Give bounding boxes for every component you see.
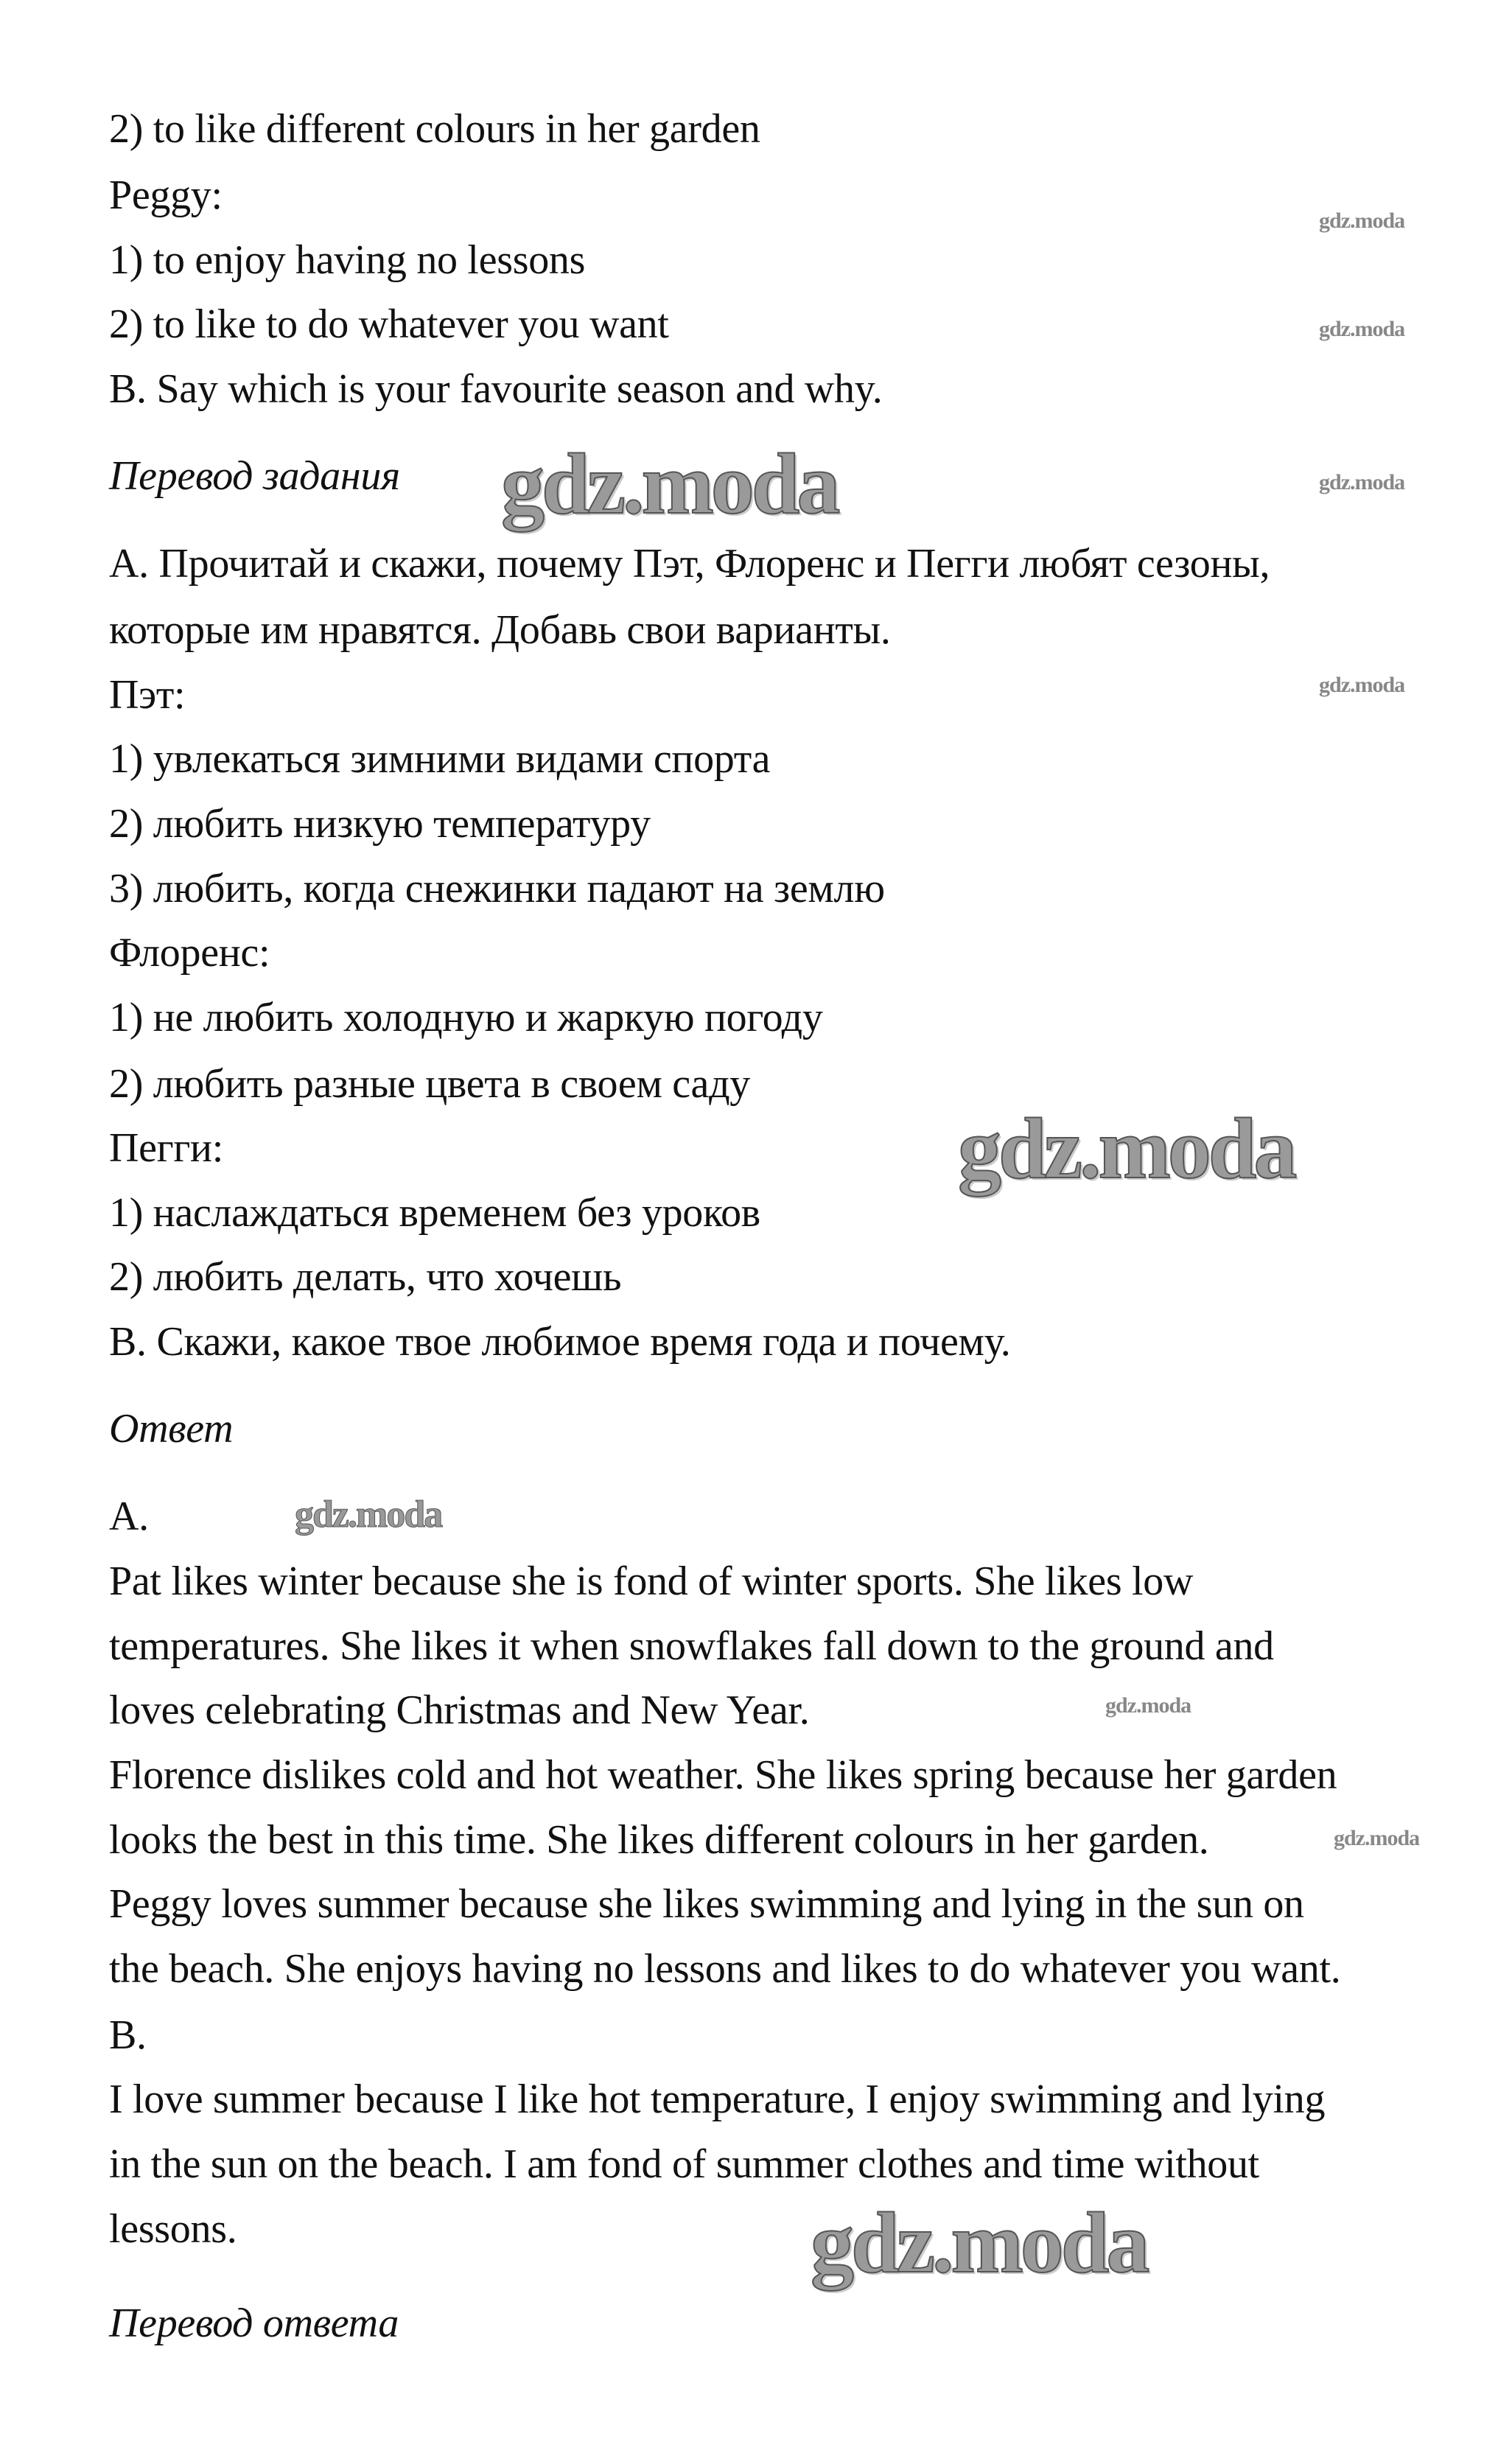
watermark: gdz.moda	[1319, 209, 1405, 233]
answer-line: the beach. She enjoys having no lessons and likes to do whatever you want.	[109, 1946, 1341, 1992]
answer-line: in the sun on the beach. I am fond of summer clothes and time without	[109, 2141, 1259, 2187]
answer-heading: Ответ	[109, 1406, 234, 1452]
watermark: gdz.moda	[1334, 1826, 1420, 1850]
translation-line: 2) любить делать, что хочешь	[109, 1254, 622, 1300]
answer-line: lessons.	[109, 2206, 237, 2252]
answer-line: Florence dislikes cold and hot weather. She likes spring because her garden	[109, 1752, 1337, 1798]
watermark-large: gdz.moda	[811, 2194, 1147, 2291]
answer-line: Pat likes winter because she is fond of winter sports. She likes low	[109, 1558, 1194, 1604]
watermark: gdz.moda	[1319, 470, 1405, 494]
translation-line: Пэт:	[109, 672, 186, 718]
translation-line: 1) не любить холодную и жаркую погоду	[109, 995, 823, 1040]
translation-line: 3) любить, когда снежинки падают на землю	[109, 866, 885, 911]
answer-line: looks the best in this time. She likes different colours in her garden.	[109, 1817, 1209, 1863]
answer-translation-heading: Перевод ответа	[109, 2300, 399, 2346]
watermark: gdz.moda	[295, 1494, 442, 1536]
task-line: 2) to like different colours in her garden	[109, 106, 760, 152]
answer-line: A.	[109, 1494, 149, 1539]
task-line: 2) to like to do whatever you want	[109, 301, 669, 347]
translation-line: которые им нравятся. Добавь свои варианты.	[109, 607, 891, 653]
translation-line: 1) наслаждаться временем без уроков	[109, 1190, 760, 1236]
task-line: B. Say which is your favourite season and why.	[109, 366, 883, 412]
translation-line: 2) любить низкую температуру	[109, 801, 651, 847]
watermark: gdz.moda	[1105, 1693, 1191, 1718]
watermark: gdz.moda	[1319, 317, 1405, 341]
translation-line: Флоренс:	[109, 930, 270, 976]
answer-line: Peggy loves summer because she likes swimming and lying in the sun on	[109, 1881, 1304, 1927]
translation-line: 1) увлекаться зимними видами спорта	[109, 736, 771, 782]
task-translation-heading: Перевод задания	[109, 453, 400, 499]
answer-line: B.	[109, 2012, 147, 2058]
task-line: 1) to enjoy having no lessons	[109, 237, 586, 283]
translation-line: Пегги:	[109, 1125, 223, 1171]
watermark: gdz.moda	[1319, 673, 1405, 697]
watermark-large: gdz.moda	[501, 435, 838, 532]
translation-line: 2) любить разные цвета в своем саду	[109, 1061, 750, 1107]
watermark-large: gdz.moda	[958, 1100, 1295, 1197]
translation-line: А. Прочитай и скажи, почему Пэт, Флоренс и Пегги любят сезоны,	[109, 541, 1270, 587]
translation-line: В. Скажи, какое твое любимое время года и почему.	[109, 1319, 1011, 1365]
answer-line: I love summer because I like hot temperature, I enjoy swimming and lying	[109, 2076, 1326, 2122]
answer-line: loves celebrating Christmas and New Year.	[109, 1687, 810, 1733]
task-line: Peggy:	[109, 172, 223, 218]
answer-line: temperatures. She likes it when snowflakes fall down to the ground and	[109, 1623, 1274, 1669]
